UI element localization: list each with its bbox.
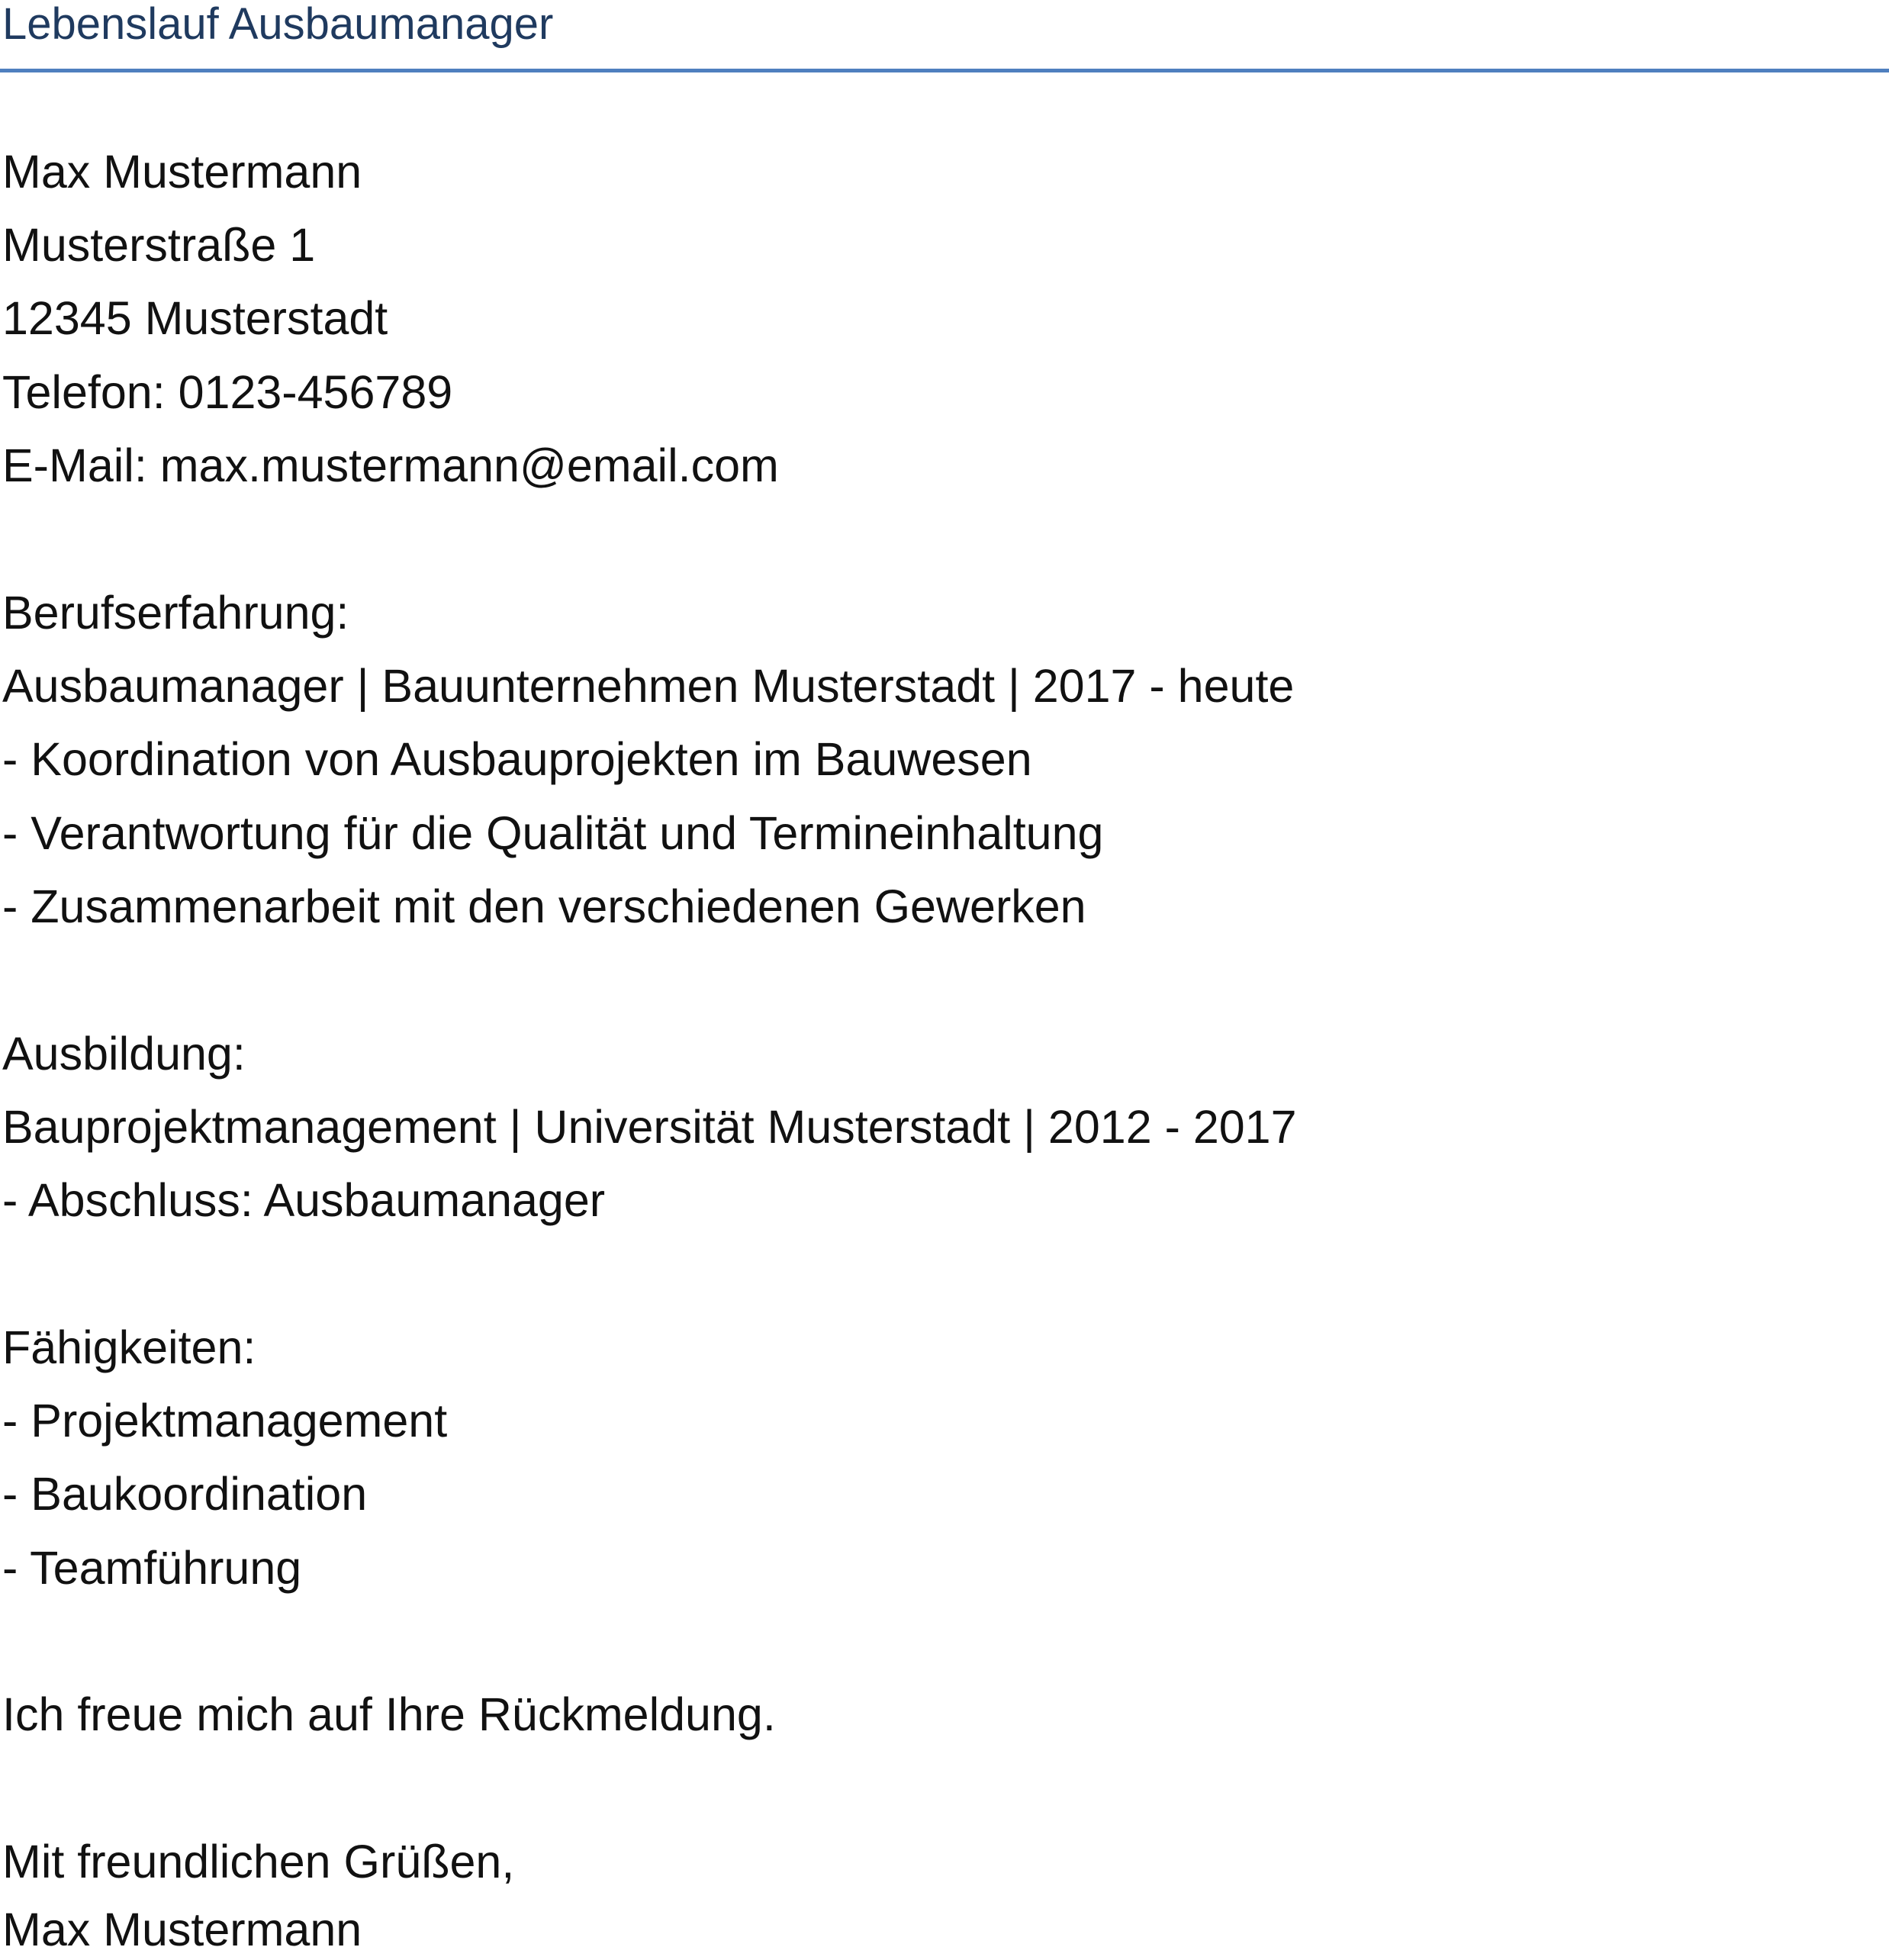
experience-heading: Berufserfahrung: — [2, 587, 349, 639]
education-detail: - Abschluss: Ausbaumanager — [2, 1174, 606, 1226]
experience-position: Ausbaumanager | Bauunternehmen Musterstadt | 2017 - heute — [2, 660, 1295, 712]
experience-task: - Zusammenarbeit mit den verschiedenen Gewerken — [2, 880, 1086, 932]
closing-text: Ich freue mich auf Ihre Rückmeldung. — [2, 1688, 776, 1740]
education-degree: Bauprojektmanagement | Universität Musterstadt | 2012 - 2017 — [2, 1101, 1297, 1153]
experience-task: - Verantwortung für die Qualität und Termineinhaltung — [2, 807, 1104, 859]
closing-signature: Max Mustermann — [2, 1904, 362, 1955]
skills-heading: Fähigkeiten: — [2, 1321, 256, 1373]
document-title: Lebenslauf Ausbaumanager — [2, 0, 554, 49]
closing-greeting: Mit freundlichen Grüßen, — [2, 1836, 515, 1888]
skill-item: - Teamführung — [2, 1542, 302, 1594]
experience-task: - Koordination von Ausbauprojekten im Bauwesen — [2, 733, 1032, 785]
skill-item: - Baukoordination — [2, 1468, 368, 1520]
contact-phone: Telefon: 0123-456789 — [2, 366, 453, 418]
contact-email: E-Mail: max.mustermann@email.com — [2, 439, 779, 491]
education-heading: Ausbildung: — [2, 1028, 246, 1080]
contact-street: Musterstraße 1 — [2, 219, 316, 271]
title-underline — [0, 69, 1889, 72]
skill-item: - Projektmanagement — [2, 1395, 448, 1447]
contact-city: 12345 Musterstadt — [2, 292, 388, 344]
contact-name: Max Mustermann — [2, 146, 362, 198]
